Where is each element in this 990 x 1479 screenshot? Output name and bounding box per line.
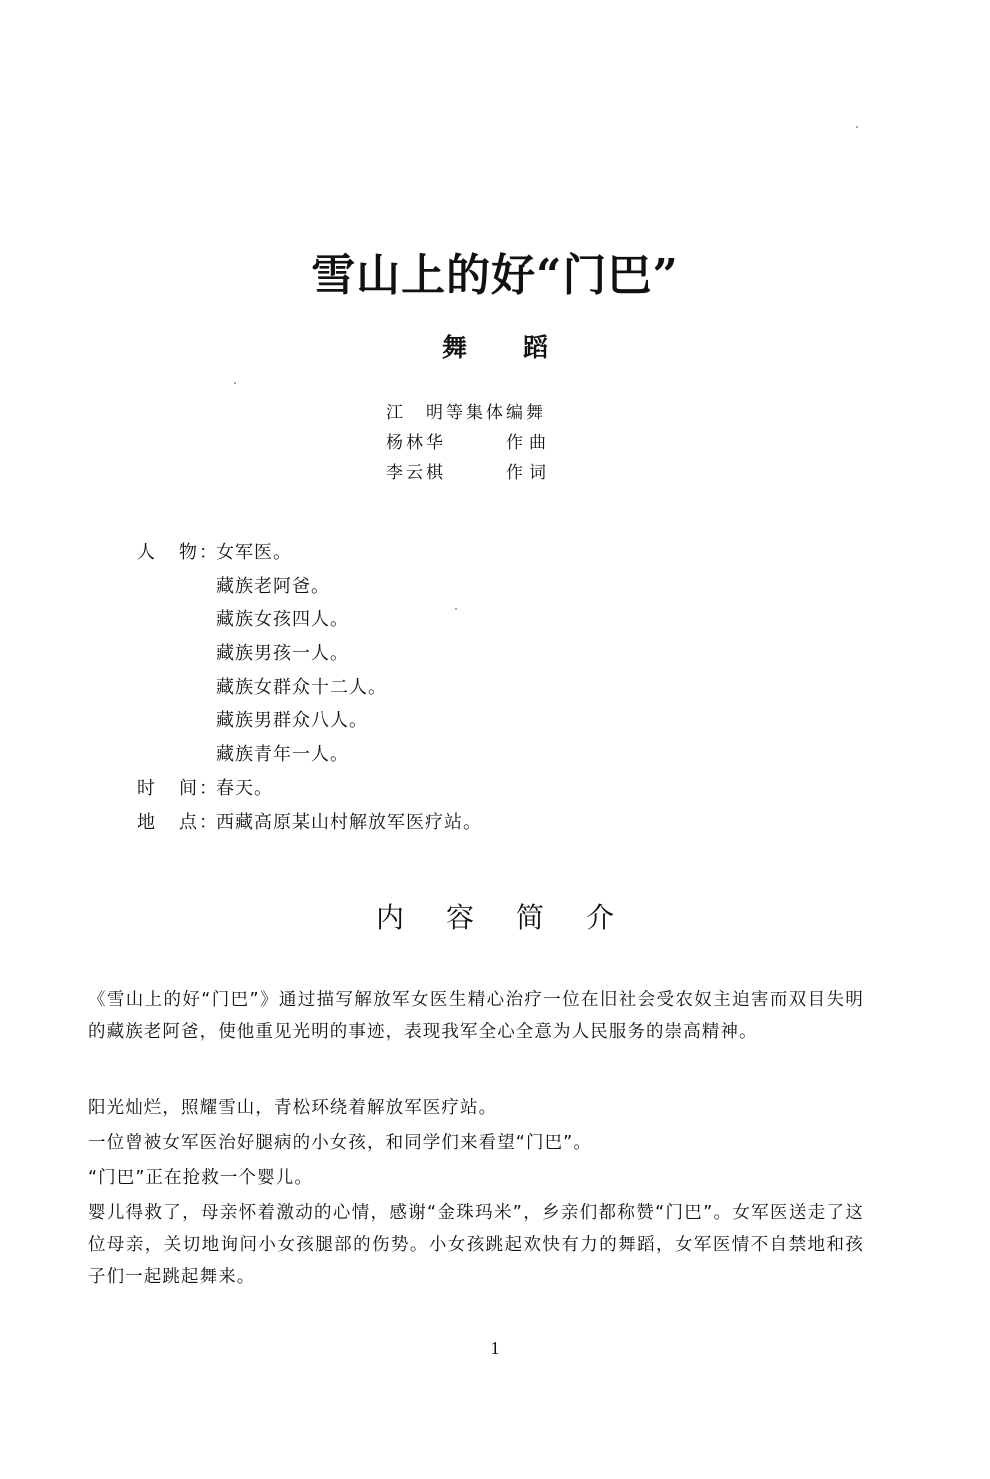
cast-row xyxy=(137,536,482,570)
cast-item: 藏族青年一人。 xyxy=(216,744,349,766)
credit-row-composer xyxy=(386,428,552,458)
cast-row xyxy=(137,671,482,705)
synopsis-intro xyxy=(88,984,864,1048)
synopsis-paragraph: 婴儿得救了，母亲怀着激动的心情，感谢“金珠玛米”，乡亲们都称赞“门巴”。女军医送走了这位母亲，关切地询问小女孩腿部的伤势。小女孩跳起欢快有力的舞蹈，女军医情不自禁地和孩子们一起跳起舞来。 xyxy=(88,1203,864,1287)
document-title: 雪山上的好“门巴” xyxy=(311,250,679,301)
place-row xyxy=(137,806,482,840)
cast-row xyxy=(137,570,482,604)
scan-speck xyxy=(234,382,236,384)
scan-speck xyxy=(856,126,858,128)
cast-row xyxy=(137,603,482,637)
cast-row xyxy=(137,704,482,738)
cast-item: 藏族男群众八人。 xyxy=(216,710,368,732)
credit-row-choreography xyxy=(386,398,552,428)
credit-row-lyricist xyxy=(386,458,552,488)
cast-row xyxy=(137,637,482,671)
synopsis-body xyxy=(88,1092,864,1296)
place-label: 地 点 ： xyxy=(137,811,217,833)
genre-char: 蹈 xyxy=(523,333,549,362)
cast-item: 藏族男孩一人。 xyxy=(216,643,349,665)
credit-name: 李云棋 xyxy=(386,463,446,483)
cast-item: 藏族女孩四人。 xyxy=(216,609,349,631)
cast-item: 藏族女群众十二人。 xyxy=(216,676,387,698)
cast-item: 藏族老阿爸。 xyxy=(216,575,330,597)
page-number: 1 xyxy=(490,1338,500,1358)
document-genre xyxy=(0,332,990,364)
place-value: 西藏高原某山村解放军医疗站。 xyxy=(216,811,482,833)
cast-item: 女军医。 xyxy=(216,542,292,563)
time-label: 时 间 ： xyxy=(137,777,217,799)
cast-row xyxy=(137,738,482,772)
genre-char: 舞 xyxy=(441,333,467,362)
section-heading-synopsis: 内 容 简 介 xyxy=(375,901,614,934)
credit-role: 作词 xyxy=(506,463,552,483)
synopsis-paragraph: 一位曾被女军医治好腿病的小女孩，和同学们来看望“门巴”。 xyxy=(88,1133,592,1153)
credit-name: 江 明等集体编舞 xyxy=(386,403,546,423)
time-value: 春天。 xyxy=(216,777,273,799)
credits-block xyxy=(386,398,552,488)
cast-label: 人 物 ： xyxy=(137,542,217,563)
credit-role: 作曲 xyxy=(506,433,552,453)
synopsis-intro-paragraph: 《雪山上的好“门巴”》通过描写解放军女医生精心治疗一位在旧社会受农奴主迫害而双目失明的藏族老阿爸，使他重见光明的事迹，表现我军全心全意为人民服务的崇高精神。 xyxy=(88,990,864,1042)
cast-block xyxy=(137,536,482,839)
synopsis-paragraph: “门巴”正在抢救一个婴儿。 xyxy=(88,1168,313,1188)
time-row xyxy=(137,772,482,806)
credit-name: 杨林华 xyxy=(386,433,446,453)
synopsis-paragraph: 阳光灿烂，照耀雪山，青松环绕着解放军医疗站。 xyxy=(88,1098,498,1118)
